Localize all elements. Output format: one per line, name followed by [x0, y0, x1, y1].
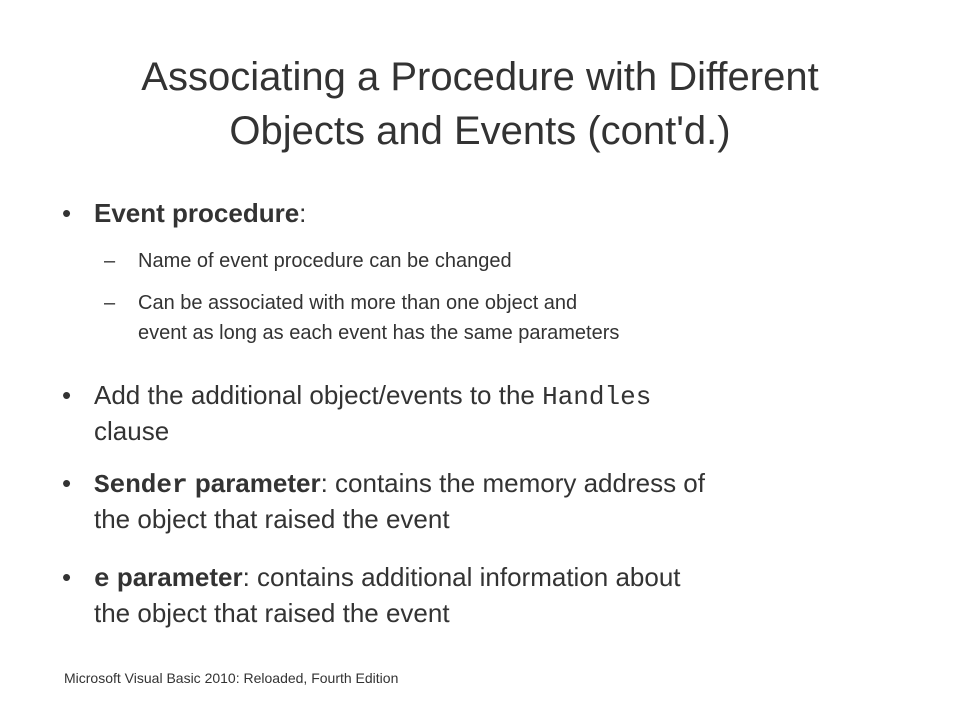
bullet-dot-icon: •	[62, 468, 72, 498]
bullet-line-2: the object that raised the event	[94, 598, 450, 628]
bullet-rest: : contains the memory address of	[320, 468, 705, 498]
bullet-line-1	[94, 560, 934, 596]
subbullet-line-2: event as long as each event has the same parameters	[138, 322, 620, 344]
dash-icon: –	[104, 292, 116, 314]
bullet-text	[94, 196, 934, 230]
e-code: e	[94, 564, 110, 594]
bullet-line-2: clause	[94, 416, 170, 446]
bullet-bold-term: Event procedure	[94, 198, 300, 228]
bullet-bold-term: parameter	[187, 468, 321, 498]
bullet-line-1	[94, 378, 934, 414]
bullet-dot-icon: •	[62, 198, 72, 228]
bullet-line-1	[94, 466, 934, 502]
title-line-1: Associating a Procedure with Different	[141, 55, 819, 99]
bullet-line-2: the object that raised the event	[94, 504, 450, 534]
slide-footer: Microsoft Visual Basic 2010: Reloaded, Fourth Edition	[64, 670, 399, 686]
bullet-dot-icon: •	[62, 562, 72, 592]
bullet-bold-term: parameter	[109, 562, 243, 592]
title-line-2: Objects and Events (cont'd.)	[229, 109, 731, 153]
bullet-text	[94, 560, 934, 630]
subbullet-text: Name of event procedure can be changed	[138, 250, 512, 272]
bullet-rest: : contains additional information about	[242, 562, 681, 592]
bullet-dot-icon: •	[62, 380, 72, 410]
bullet-text	[94, 466, 934, 536]
bullet-text	[94, 378, 934, 448]
handles-code: Handles	[542, 382, 652, 412]
dash-icon: –	[104, 250, 116, 272]
sender-code: Sender	[94, 470, 188, 500]
bullet-pre: Add the additional object/events to the	[94, 380, 543, 410]
subbullet-line-1: Can be associated with more than one object and	[138, 292, 578, 314]
bullet-rest: :	[299, 198, 307, 228]
subbullet-text	[138, 288, 918, 348]
